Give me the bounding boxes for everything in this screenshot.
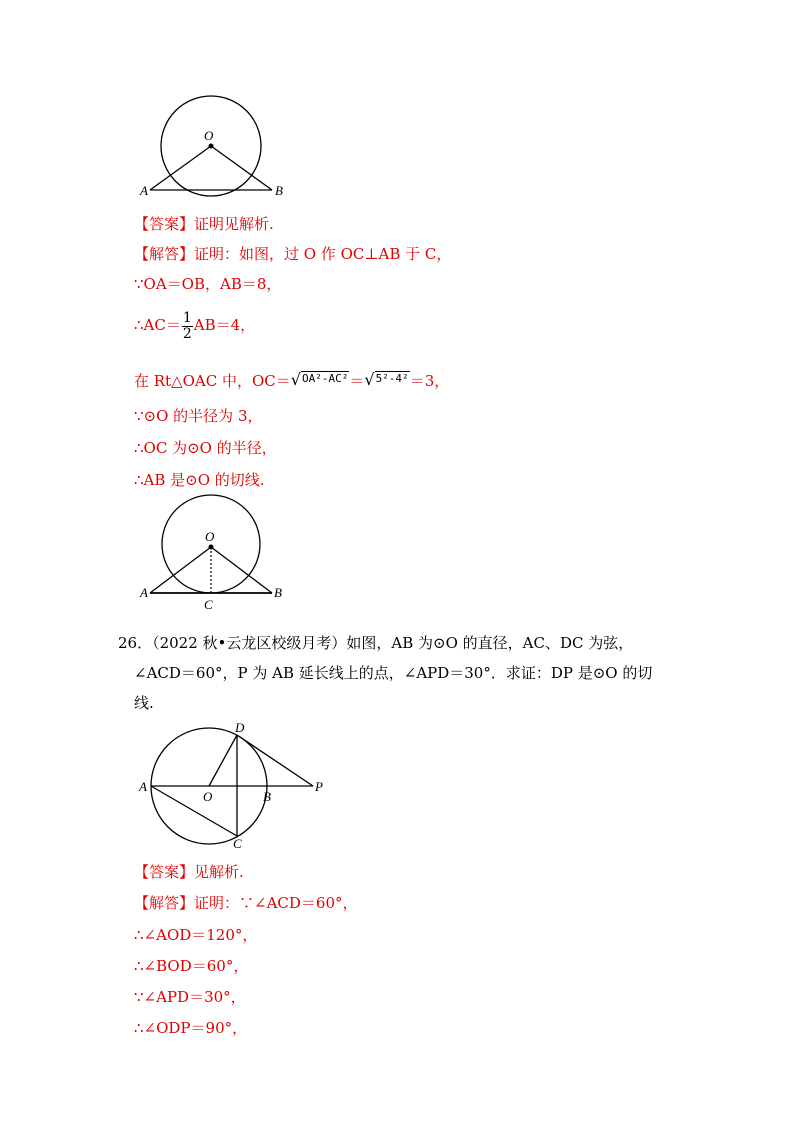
center-point xyxy=(209,545,214,550)
q26-solution-line-1 xyxy=(134,893,358,913)
solution-text: ∵⊙O 的半径为 3， xyxy=(134,407,263,425)
answer-label: 【答案】 xyxy=(134,215,195,233)
label-a: A xyxy=(140,183,148,198)
q26-answer xyxy=(134,862,244,882)
label-c: C xyxy=(233,836,242,851)
label-d: D xyxy=(235,720,245,735)
label-o: O xyxy=(204,128,214,143)
label-p: P xyxy=(315,779,323,794)
sqrt-icon: √ xyxy=(364,370,375,389)
solution-text: ＝ xyxy=(349,372,365,390)
solution-label: 【解答】 xyxy=(134,894,195,912)
label-b: B xyxy=(263,789,271,804)
label-o: O xyxy=(203,789,213,804)
solution-text: ∴∠ODP＝90°， xyxy=(134,1019,248,1037)
segment-oa xyxy=(150,146,211,190)
radical-5-4 xyxy=(364,366,409,393)
fraction-half xyxy=(182,311,193,342)
solution-text: 证明：∵∠ACD＝60°， xyxy=(194,894,358,912)
solution-text: ∵OA＝OB，AB＝8， xyxy=(134,275,282,293)
q26-stem xyxy=(118,628,698,718)
figure-circle-tangent xyxy=(134,94,294,204)
solution-text: ∴AB 是⊙O 的切线. xyxy=(134,471,265,489)
q26-solution-line-2 xyxy=(134,925,257,945)
solution-text: ∴∠BOD＝60°， xyxy=(134,957,249,975)
q26-solution-line-5 xyxy=(134,1018,247,1038)
fraction-denominator: 2 xyxy=(182,325,192,342)
q25-solution-line-5 xyxy=(134,406,263,426)
q25-answer xyxy=(134,214,274,234)
answer-text: 见解析. xyxy=(194,863,244,881)
segment-ob xyxy=(211,547,272,593)
q25-solution-line-6 xyxy=(134,438,277,458)
segment-od xyxy=(209,735,237,786)
solution-text: ∴∠AOD＝120°， xyxy=(134,926,258,944)
stem-line: ∠ACD＝60°，P 为 AB 延长线上的点，∠APD＝30°．求证：DP 是⊙O 的切 xyxy=(134,664,653,682)
figure-circle-tangent-with-perpendicular xyxy=(134,495,294,613)
q25-solution-line-1 xyxy=(134,244,451,264)
radicand: OA²-AC² xyxy=(301,372,349,385)
solution-text: ∴OC 为⊙O 的半径， xyxy=(134,439,277,457)
answer-text: 证明见解析. xyxy=(194,215,274,233)
segment-dp xyxy=(237,735,313,786)
solution-text: 在 Rt△OAC 中，OC＝ xyxy=(134,372,291,390)
sqrt-icon: √ xyxy=(290,370,301,389)
label-a: A xyxy=(139,779,147,794)
center-point xyxy=(209,144,214,149)
segment-oa xyxy=(150,547,211,593)
radical-oa-ac xyxy=(291,366,350,393)
q25-solution-line-7 xyxy=(134,470,265,490)
solution-label: 【解答】 xyxy=(134,245,195,263)
label-o: O xyxy=(205,529,215,544)
stem-line: 线. xyxy=(134,694,154,712)
fraction-numerator: 1 xyxy=(182,309,192,326)
label-c: C xyxy=(204,597,213,612)
solution-text: AB＝4， xyxy=(193,316,256,334)
q25-solution-line-2 xyxy=(134,274,281,294)
q26-solution-line-4 xyxy=(134,987,246,1007)
label-a: A xyxy=(140,585,148,600)
q25-solution-line-4 xyxy=(134,366,449,394)
solution-text: ∵∠APD＝30°， xyxy=(134,988,246,1006)
circle-o xyxy=(162,495,260,593)
q25-solution-line-3 xyxy=(134,308,255,342)
solution-text: ∴AC＝ xyxy=(134,316,181,334)
stem-line: 26．（2022 秋•云龙区校级月考）如图，AB 为⊙O 的直径，AC、DC 为弦， xyxy=(118,634,634,652)
segment-ob xyxy=(211,146,272,190)
radicand: 5²-4² xyxy=(375,372,409,385)
figure-diameter-tangent xyxy=(134,722,334,850)
answer-label: 【答案】 xyxy=(134,863,195,881)
segment-ac xyxy=(151,786,237,836)
solution-text: 证明：如图，过 O 作 OC⊥AB 于 C， xyxy=(194,245,452,263)
solution-text: ＝3， xyxy=(409,372,450,390)
label-b: B xyxy=(274,585,282,600)
q26-solution-line-3 xyxy=(134,956,248,976)
label-b: B xyxy=(275,183,283,198)
